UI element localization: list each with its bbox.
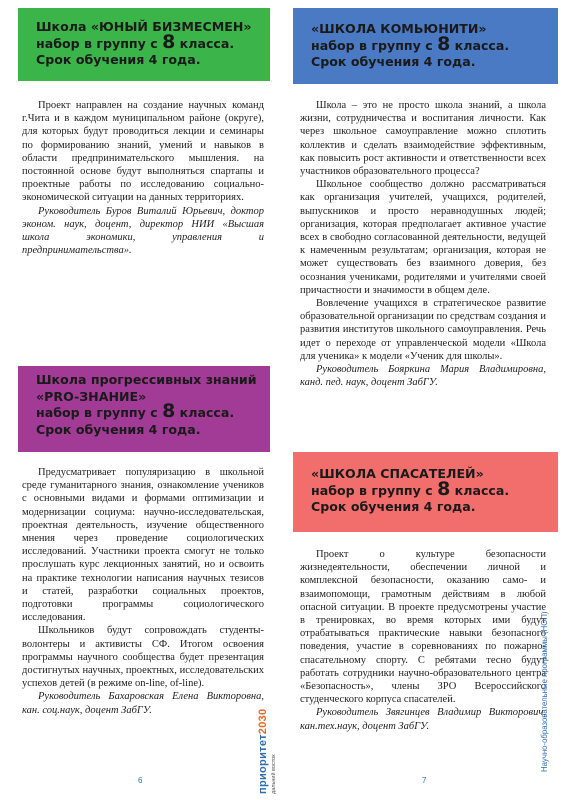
duration-line: Срок обучения 4 года. (36, 421, 201, 437)
grade-line: набор в группу с 8 класса. (311, 477, 510, 500)
paragraph: Школа – это не просто школа знаний, а школа жизни, сотрудничества и воспитания личности. Как через школьное самоуправление можно сплотить коллектив и сделать взаимодействие эффективным, как повысить рост активности и ответственности всех участников образовательного процесса? (300, 100, 546, 178)
grade-line: набор в группу с 8 класса. (36, 400, 235, 422)
signature: Руководитель Звягинцев Владимир Викторович, кан.тех.наук, доцент ЗабГУ. (300, 707, 546, 732)
section-title-line-2: «PRO-ЗНАНИЕ» (36, 388, 147, 404)
paragraph: Школьное сообщество должно рассматриваться как организация учителей, учащихся, родителей, выпускников и просто неравнодушных людей; организация, которая предполагает активное участие всех в свободно согласованной деятельности, ведущей к намеченным результатам; организация, которая не может существовать без взаимного доверия, без осознания учениками, родителями и учителями своей причастности и значимости в общем деле. (300, 179, 546, 296)
grade-line: набор в группу с 8 класса. (36, 30, 235, 53)
page-number-left: 6 (138, 776, 143, 785)
brand-logo (256, 690, 282, 794)
duration-line: Срок обучения 4 года. (36, 52, 201, 67)
section-title: «ШКОЛА КОМЬЮНИТИ» (311, 21, 487, 36)
paragraph: Проект о культуре безопасности жизнедеятельности, обеспечении личной и комплексной безопасности, оказанию само- и взаимопомощи, грамотным действиям в любой опасной ситуации. В проекте предусмотрены участие в тренировках, во время которых ими будут отрабатываться практические навыки безопасного поведения, участие в соревнованиях по пожарно- спасательному спорту. С ребятами тесно будут работать сотрудники научно-образовательного центра «Безопасность», члены ЗРО Всероссийского студенческого корпуса спасателей. (300, 549, 546, 706)
section-title-box-community (293, 8, 558, 84)
signature: Руководитель Бояркина Мария Владимировна, канд. пед. наук, доцент ЗабГУ. (300, 364, 546, 389)
grade-number: 8 (437, 32, 451, 55)
section-body-business (22, 99, 264, 257)
signature: Руководитель Буров Виталий Юрьевич, доктор эконом. наук, доцент, директор НИИ «Высшая школа экономики, управления и предпринимательства». (22, 205, 264, 257)
section-title-box-business (18, 8, 270, 81)
section-title: Школа прогрессивных знаний (36, 372, 257, 387)
section-body-pro-knowledge (22, 466, 264, 717)
paragraph: Проект направлен на создание научных команд г.Чита и в каждом муниципальном районе (округе), для которых будут проводиться лекции и семинары по формированию знаний, умений и навыков в области предпринимательского мышления. на постоянной основе будут выполняться спартапы и проектные работы по исследованию социально-экономической ситуации на данных территориях. (22, 100, 264, 204)
grade-number: 8 (162, 30, 176, 53)
grade-line: набор в группу с 8 класса. (311, 32, 510, 55)
brand-subtitle: дальний восток (271, 754, 277, 794)
section-title-box-pro-knowledge (18, 366, 270, 452)
brand-name: приоритет (257, 734, 269, 794)
section-title-box-rescuers (293, 452, 558, 532)
paragraph: Школьников будут сопровождать студенты-волонтеры и активисты СФ. Итогом освоения программы научного сообщества будет презентация достигнутых научных, проектных, исследовательских успехов детей (в режиме on-line, of-line). (22, 625, 264, 690)
grade-number: 8 (162, 400, 176, 422)
duration-line: Срок обучения 4 года. (311, 54, 476, 69)
signature: Руководитель Бахаровская Елена Викторовна, кан. соц.наук, доцент ЗабГУ. (22, 691, 264, 716)
page-number-right: 7 (422, 776, 427, 785)
section-title: «ШКОЛА СПАСАТЕЛЕЙ» (311, 466, 484, 481)
side-caption: Научно-образовательные программы (НОП) (540, 611, 549, 772)
duration-line: Срок обучения 4 года. (311, 499, 476, 514)
grade-number: 8 (437, 477, 451, 500)
brand-number: 2030 (257, 708, 269, 735)
section-body-rescuers (300, 548, 546, 733)
paragraph: Вовлечение учащихся в стратегическое развитие образовательной организации по средствам создания и развития институтов школьного самоуправления. Речь идет о переходе от управленческой модели «Школа для ученика» к модели «Ученик для школы». (300, 298, 546, 362)
section-body-community (300, 99, 546, 389)
paragraph: Предусматривает популяризацию в школьной среде гуманитарного знания, ознакомление учеников с основными видами и формами оптимизации и модернизации социума: научно-исследовательская, проектная деятельность, изучение общественного мнения через проведение социологических исследований. Участники проекта смогут не только прослушать курс лекционных занятий, но и освоить на практике технологии написания научных тезисов и статей, разработки социальных проектов, подготовки программы социологического исследования. (22, 467, 264, 624)
section-title: Школа «ЮНЫЙ БИЗМЕСМЕН» (36, 19, 252, 34)
